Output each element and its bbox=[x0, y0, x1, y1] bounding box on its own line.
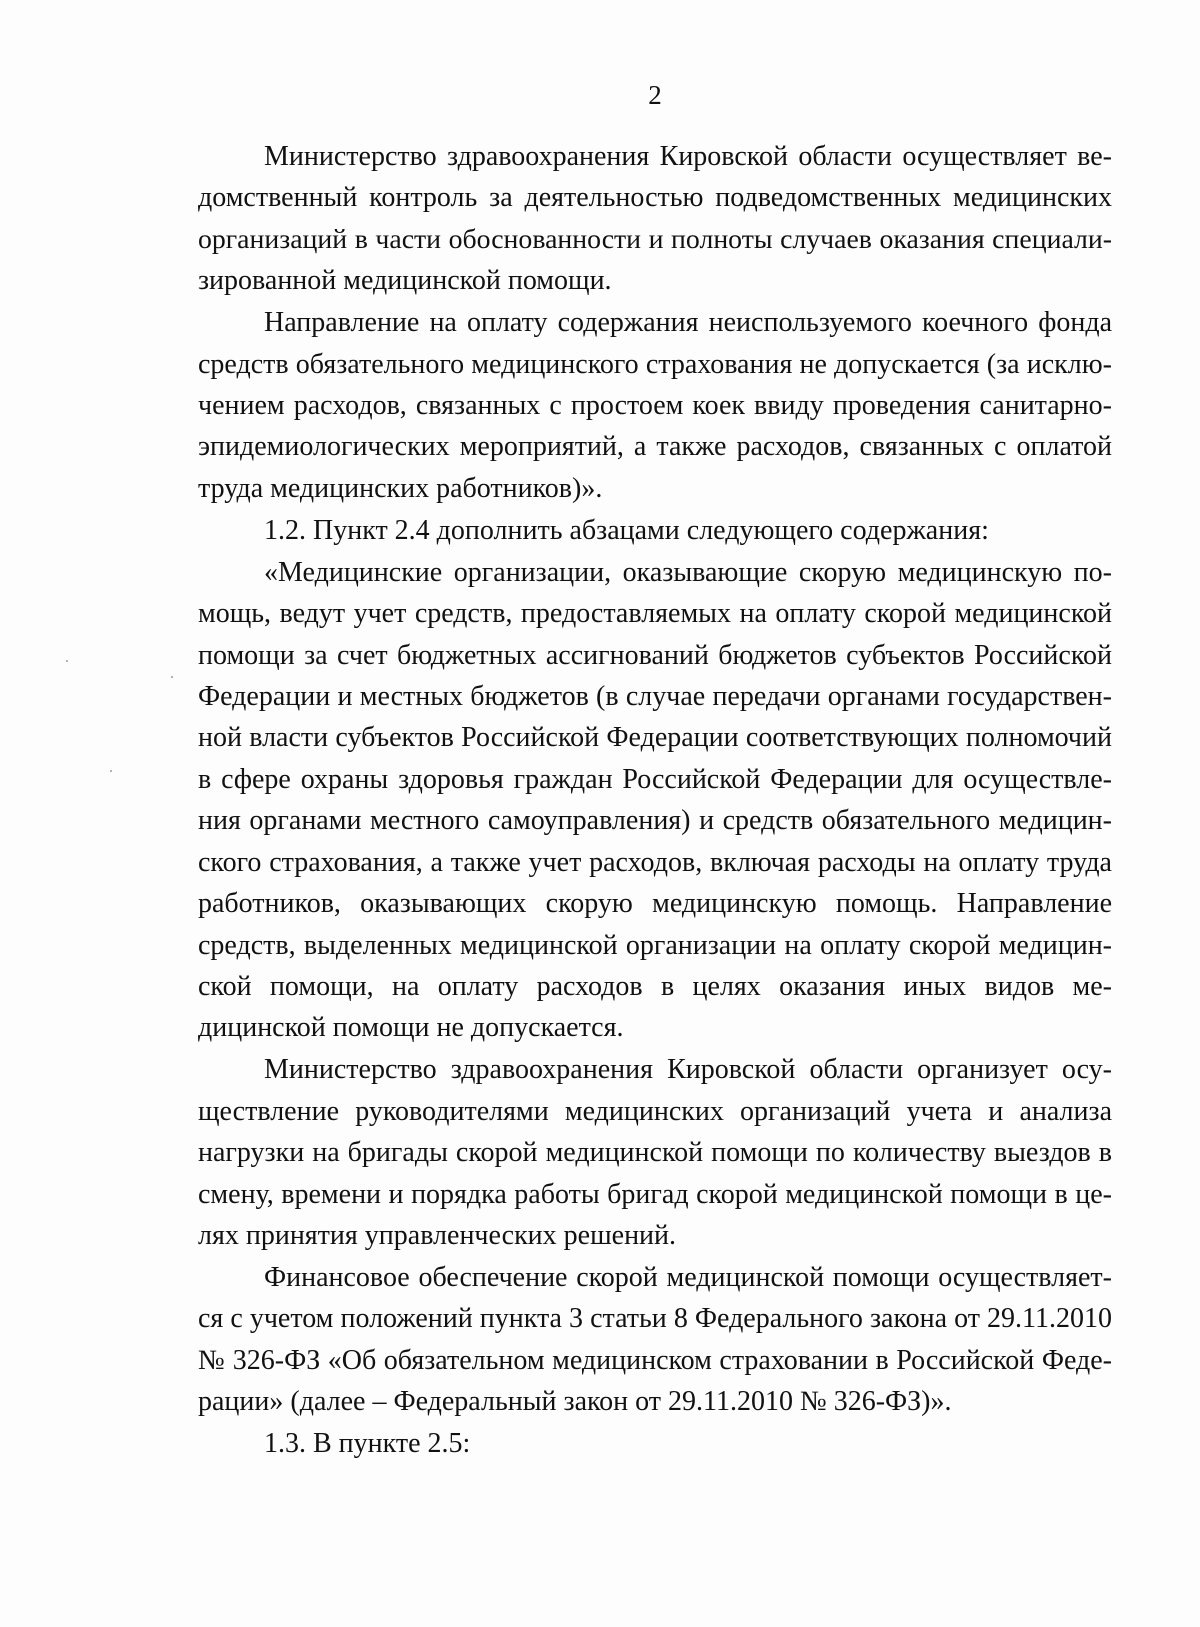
text-line: дицинской помощи не допускается. bbox=[198, 1012, 624, 1044]
paragraph-ministry-organizes bbox=[198, 1049, 1112, 1256]
document-body bbox=[198, 136, 1112, 1465]
paragraph-bed-fund bbox=[198, 302, 1112, 509]
scan-speck bbox=[66, 660, 68, 662]
paragraph-item-1-3 bbox=[198, 1423, 1112, 1464]
text-line: Федерации и местных бюджетов (в случае передачи органами государствен- bbox=[198, 681, 1112, 713]
text-line: рации» (далее – Федеральный закон от 29.11.2010 № 326-ФЗ)». bbox=[198, 1386, 952, 1418]
page-number: 2 bbox=[648, 80, 662, 110]
text-line: мощь, ведут учет средств, предоставляемых на оплату скорой медицинской bbox=[198, 598, 1112, 630]
text-line: ского страхования, а также учет расходов, включая расходы на оплату труда bbox=[198, 846, 1112, 878]
text-line: средств, выделенных медицинской организации на оплату скорой медицин- bbox=[198, 929, 1112, 961]
text-line: домственный контроль за деятельностью подведомственных медицинских bbox=[198, 182, 1112, 214]
text-line: зированной медицинской помощи. bbox=[198, 265, 612, 297]
text-line: ществление руководителями медицинских организаций учета и анализа bbox=[198, 1095, 1112, 1127]
text-line: ния органами местного самоуправления) и средств обязательного медицин- bbox=[198, 805, 1112, 837]
text-line: работников, оказывающих скорую медицинскую помощь. Направление bbox=[198, 888, 1112, 920]
text-line: Министерство здравоохранения Кировской области осуществляет ве- bbox=[264, 141, 1112, 172]
text-line: Финансовое обеспечение скорой медицинской помощи осуществляет- bbox=[264, 1261, 1112, 1293]
text-line: нагрузки на бригады скорой медицинской помощи по количеству выездов в bbox=[198, 1137, 1112, 1169]
text-line: эпидемиологических мероприятий, а также расходов, связанных с оплатой bbox=[198, 431, 1112, 463]
text-line: ской помощи, на оплату расходов в целях оказания иных видов ме- bbox=[198, 970, 1112, 1002]
text-line: помощи за счет бюджетных ассигнований бюджетов субъектов Российской bbox=[198, 639, 1112, 671]
paragraph-emergency-care-accounting bbox=[198, 552, 1112, 1049]
text-line: лях принятия управленческих решений. bbox=[198, 1219, 677, 1251]
scan-speck bbox=[110, 770, 112, 772]
text-line: 1.2. Пункт 2.4 дополнить абзацами следующего содержания: bbox=[264, 514, 989, 546]
text-line: в сфере охраны здоровья граждан Российской Федерации для осуществле- bbox=[198, 763, 1112, 795]
scan-speck bbox=[171, 676, 173, 678]
paragraph-item-1-2 bbox=[198, 510, 1112, 551]
text-line: «Медицинские организации, оказывающие скорую медицинскую по- bbox=[264, 556, 1112, 588]
text-line: Направление на оплату содержания неиспользуемого коечного фонда bbox=[264, 307, 1112, 339]
text-line: средств обязательного медицинского страхования не допускается (за исклю- bbox=[198, 348, 1112, 380]
paragraph-financing bbox=[198, 1257, 1112, 1423]
text-line: № 326-ФЗ «Об обязательном медицинском страховании в Российской Феде- bbox=[198, 1344, 1112, 1376]
text-line: Министерство здравоохранения Кировской области организует осу- bbox=[264, 1054, 1112, 1086]
text-line: ной власти субъектов Российской Федерации соответствующих полномочий bbox=[198, 722, 1112, 754]
text-line: чением расходов, связанных с простоем коек ввиду проведения санитарно- bbox=[198, 390, 1112, 422]
text-line: ся с учетом положений пункта 3 статьи 8 Федерального закона от 29.11.2010 bbox=[198, 1303, 1112, 1335]
paragraph-ministry-control bbox=[198, 136, 1112, 302]
text-line: организаций в части обоснованности и полноты случаев оказания специали- bbox=[198, 223, 1112, 255]
text-line: 1.3. В пункте 2.5: bbox=[264, 1428, 471, 1460]
text-line: труда медицинских работников)». bbox=[198, 472, 603, 504]
text-line: смену, времени и порядка работы бригад скорой медицинской помощи в це- bbox=[198, 1178, 1112, 1210]
